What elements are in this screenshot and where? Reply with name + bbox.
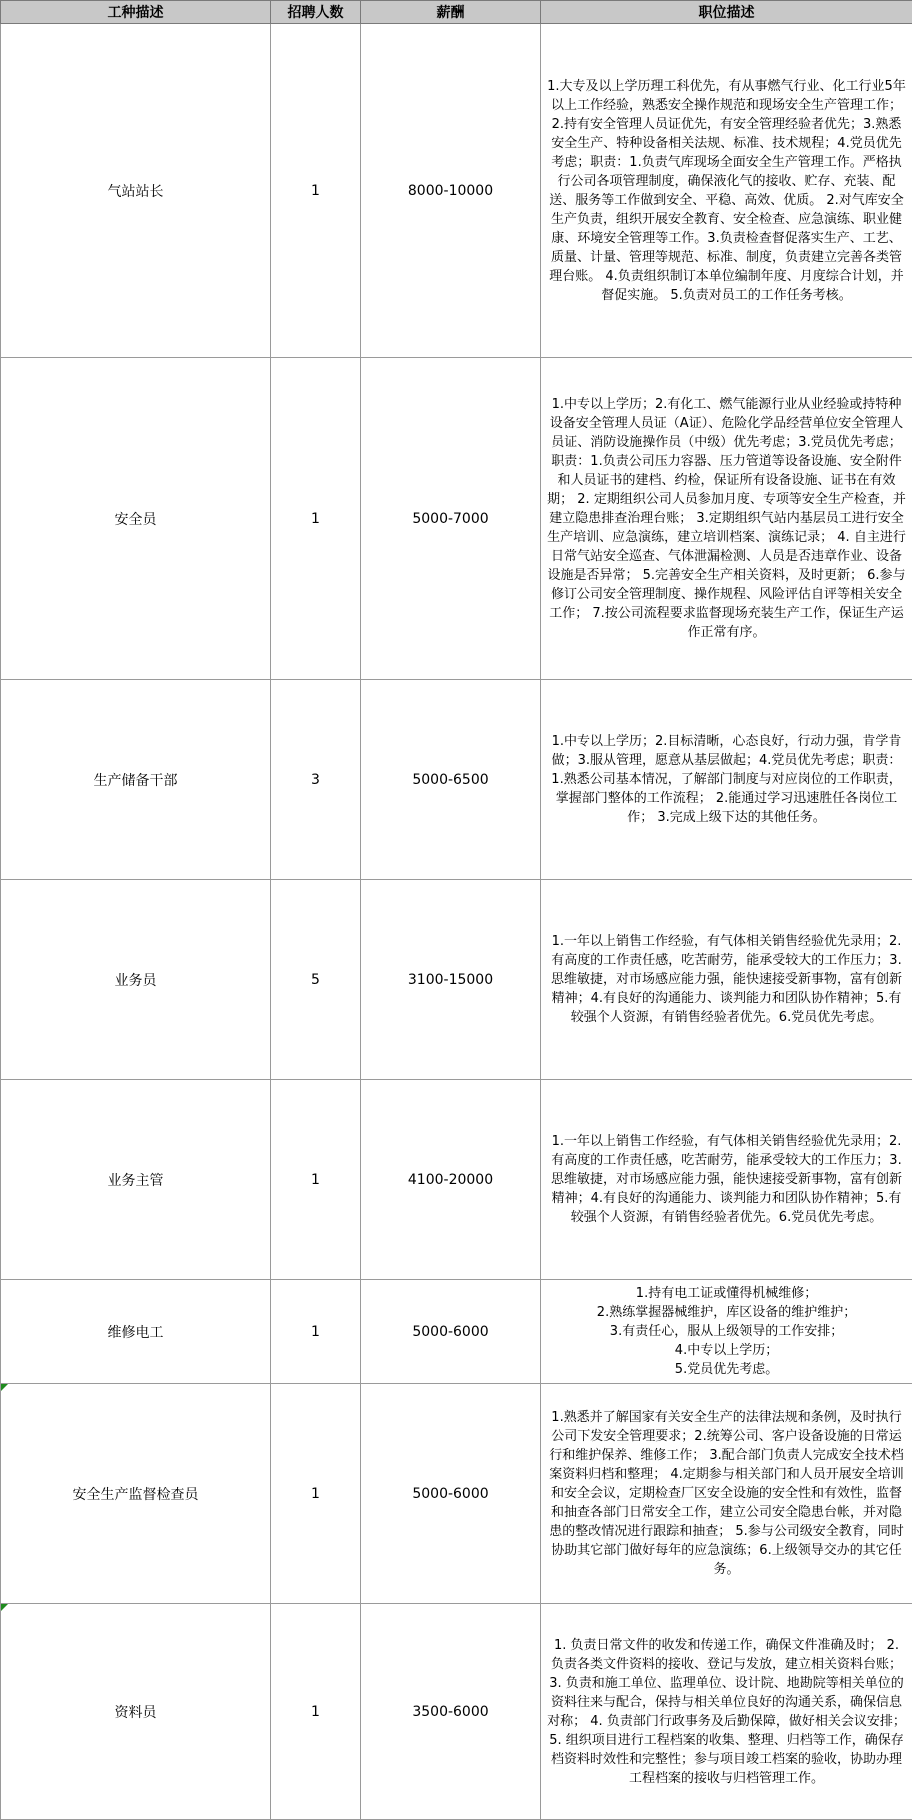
table-row — [1, 1604, 912, 1820]
cell-comment-marker — [1, 1384, 8, 1391]
header-row — [1, 1, 912, 24]
salary-cell: 3100-15000 — [361, 880, 541, 1080]
table-row — [1, 358, 912, 680]
headcount-cell: 1 — [271, 24, 361, 358]
description-cell — [541, 358, 912, 680]
description-text: 1.一年以上销售工作经验，有气体相关销售经验优先录用；2.有高度的工作责任感，吃苦耐劳，能承受较大的工作压力；3.思维敏捷，对市场感应能力强，能快速接受新事物，富有创新精神；4.有良好的沟通能力、谈判能力和团队协作精神；5.有较强个人资源，有销售经验者优先。6.党员优先考虑。 — [547, 1132, 906, 1227]
description-cell — [541, 24, 912, 358]
table-row — [1, 1384, 912, 1604]
headcount-cell: 1 — [271, 1384, 361, 1604]
header-description: 职位描述 — [541, 1, 912, 24]
job-title-cell: 安全员 — [1, 358, 271, 680]
description-text: 1. 负责日常文件的收发和传递工作，确保文件准确及时； 2. 负责各类文件资料的接收、登记与发放，建立相关资料台账； 3. 负责和施工单位、监理单位、设计院、地勘院等相关单位的资料往来与配合，保持与相关单位良好的沟通关系，确保信息对称； 4. 负责部门行政事务及后勤保障，做好相关会议安排； 5. 组织项目进行工程档案的收集、整理、归档等工作，确保存档资料时效性和完整性；参与项目竣工档案的验收，协助办理工程档案的接收与归档管理工作。 — [547, 1636, 906, 1788]
job-title-cell: 生产储备干部 — [1, 680, 271, 880]
description-cell — [541, 680, 912, 880]
table-row — [1, 880, 912, 1080]
salary-cell: 5000-6500 — [361, 680, 541, 880]
headcount-cell: 1 — [271, 1280, 361, 1384]
table-row — [1, 24, 912, 358]
headcount-cell: 3 — [271, 680, 361, 880]
salary-cell: 5000-6000 — [361, 1280, 541, 1384]
description-cell — [541, 1604, 912, 1820]
description-cell — [541, 1280, 912, 1384]
salary-cell: 5000-6000 — [361, 1384, 541, 1604]
cell-comment-marker — [1, 1604, 8, 1611]
headcount-cell: 1 — [271, 1080, 361, 1280]
table-row — [1, 1280, 912, 1384]
description-cell — [541, 1080, 912, 1280]
salary-cell: 3500-6000 — [361, 1604, 541, 1820]
job-title-cell: 业务员 — [1, 880, 271, 1080]
description-text: 1.持有电工证或懂得机械维修； 2.熟练掌握器械维护，库区设备的维护维护； 3.有责任心，服从上级领导的工作安排； 4.中专以上学历； 5.党员优先考虑。 — [547, 1284, 906, 1379]
table-row — [1, 1080, 912, 1280]
header-headcount: 招聘人数 — [271, 1, 361, 24]
description-text: 1.中专以上学历；2.有化工、燃气能源行业从业经验或持特种设备安全管理人员证（A证）、危险化学品经营单位安全管理人员证、消防设施操作员（中级）优先考虑；3.党员优先考虑；职责：1.负责公司压力容器、压力管道等设备设施、安全附件和人员证书的建档、约检，保证所有设备设施、证书在有效期； 2. 定期组织公司人员参加月度、专项等安全生产检查，并建立隐患排查治理台账； 3.定期组织气站内基层员工进行安全生产培训、应急演练，建立培训档案、演练记录； 4. 自主进行日常气站安全巡查、气体泄漏检测、人员是否违章作业、设备设施是否异常； 5.完善安全生产相关资料，及时更新； 6.参与修订公司安全管理制度、操作规程、风险评估自评等相关安全工作； 7.按公司流程要求监督现场充装生产工作，保证生产运作正常有序。 — [547, 395, 906, 642]
job-title-cell — [1, 1604, 271, 1820]
job-title-cell — [1, 1384, 271, 1604]
headcount-cell: 5 — [271, 880, 361, 1080]
salary-cell: 5000-7000 — [361, 358, 541, 680]
description-text: 1.中专以上学历；2.目标清晰，心态良好，行动力强，肯学肯做；3.服从管理，愿意从基层做起；4.党员优先考虑；职责：1.熟悉公司基本情况，了解部门制度与对应岗位的工作职责，掌握部门整体的工作流程； 2.能通过学习迅速胜任各岗位工作； 3.完成上级下达的其他任务。 — [547, 732, 906, 827]
job-title-text: 安全生产监督检查员 — [73, 1487, 199, 1503]
table-row — [1, 680, 912, 880]
description-text: 1.一年以上销售工作经验，有气体相关销售经验优先录用；2.有高度的工作责任感，吃苦耐劳，能承受较大的工作压力；3.思维敏捷，对市场感应能力强，能快速接受新事物，富有创新精神；4.有良好的沟通能力、谈判能力和团队协作精神；5.有较强个人资源，有销售经验者优先。6.党员优先考虑。 — [547, 932, 906, 1027]
description-cell — [541, 880, 912, 1080]
headcount-cell: 1 — [271, 1604, 361, 1820]
salary-cell: 8000-10000 — [361, 24, 541, 358]
description-text: 1.熟悉并了解国家有关安全生产的法律法规和条例，及时执行公司下发安全管理要求；2.统筹公司、客户设备设施的日常运行和维护保养、维修工作； 3.配合部门负责人完成安全技术档案资料归档和整理； 4.定期参与相关部门和人员开展安全培训和安全会议，定期检查厂区安全设施的安全性和有效性，监督和抽查各部门日常安全工作，建立公司安全隐患台帐，并对隐患的整改情况进行跟踪和抽查； 5.参与公司级安全教育，同时协助其它部门做好每年的应急演练；6.上级领导交办的其它任务。 — [547, 1408, 906, 1579]
headcount-cell: 1 — [271, 358, 361, 680]
job-title-text: 资料员 — [115, 1705, 157, 1721]
job-title-cell: 业务主管 — [1, 1080, 271, 1280]
job-title-cell: 维修电工 — [1, 1280, 271, 1384]
job-title-cell: 气站站长 — [1, 24, 271, 358]
description-text: 1.大专及以上学历理工科优先，有从事燃气行业、化工行业5年以上工作经验，熟悉安全操作规范和现场安全生产管理工作；2.持有安全管理人员证优先，有安全管理经验者优先；3.熟悉安全生产、特种设备相关法规、标准、技术规程；4.党员优先考虑；职责：1.负责气库现场全面安全生产管理工作。严格执行公司各项管理制度，确保液化气的接收、贮存、充装、配送、服务等工作做到安全、平稳、高效、优质。 2.对气库安全生产负责，组织开展安全教育、安全检查、应急演练、职业健康、环境安全管理等工作。3.负责检查督促落实生产、工艺、质量、计量、管理等规范、标准、制度，负责建立完善各类管理台账。 4.负责组织制订本单位编制年度、月度综合计划，并督促实施。 5.负责对员工的工作任务考核。 — [547, 77, 906, 305]
salary-cell: 4100-20000 — [361, 1080, 541, 1280]
header-job-type: 工种描述 — [1, 1, 271, 24]
description-cell — [541, 1384, 912, 1604]
header-salary: 薪酬 — [361, 1, 541, 24]
